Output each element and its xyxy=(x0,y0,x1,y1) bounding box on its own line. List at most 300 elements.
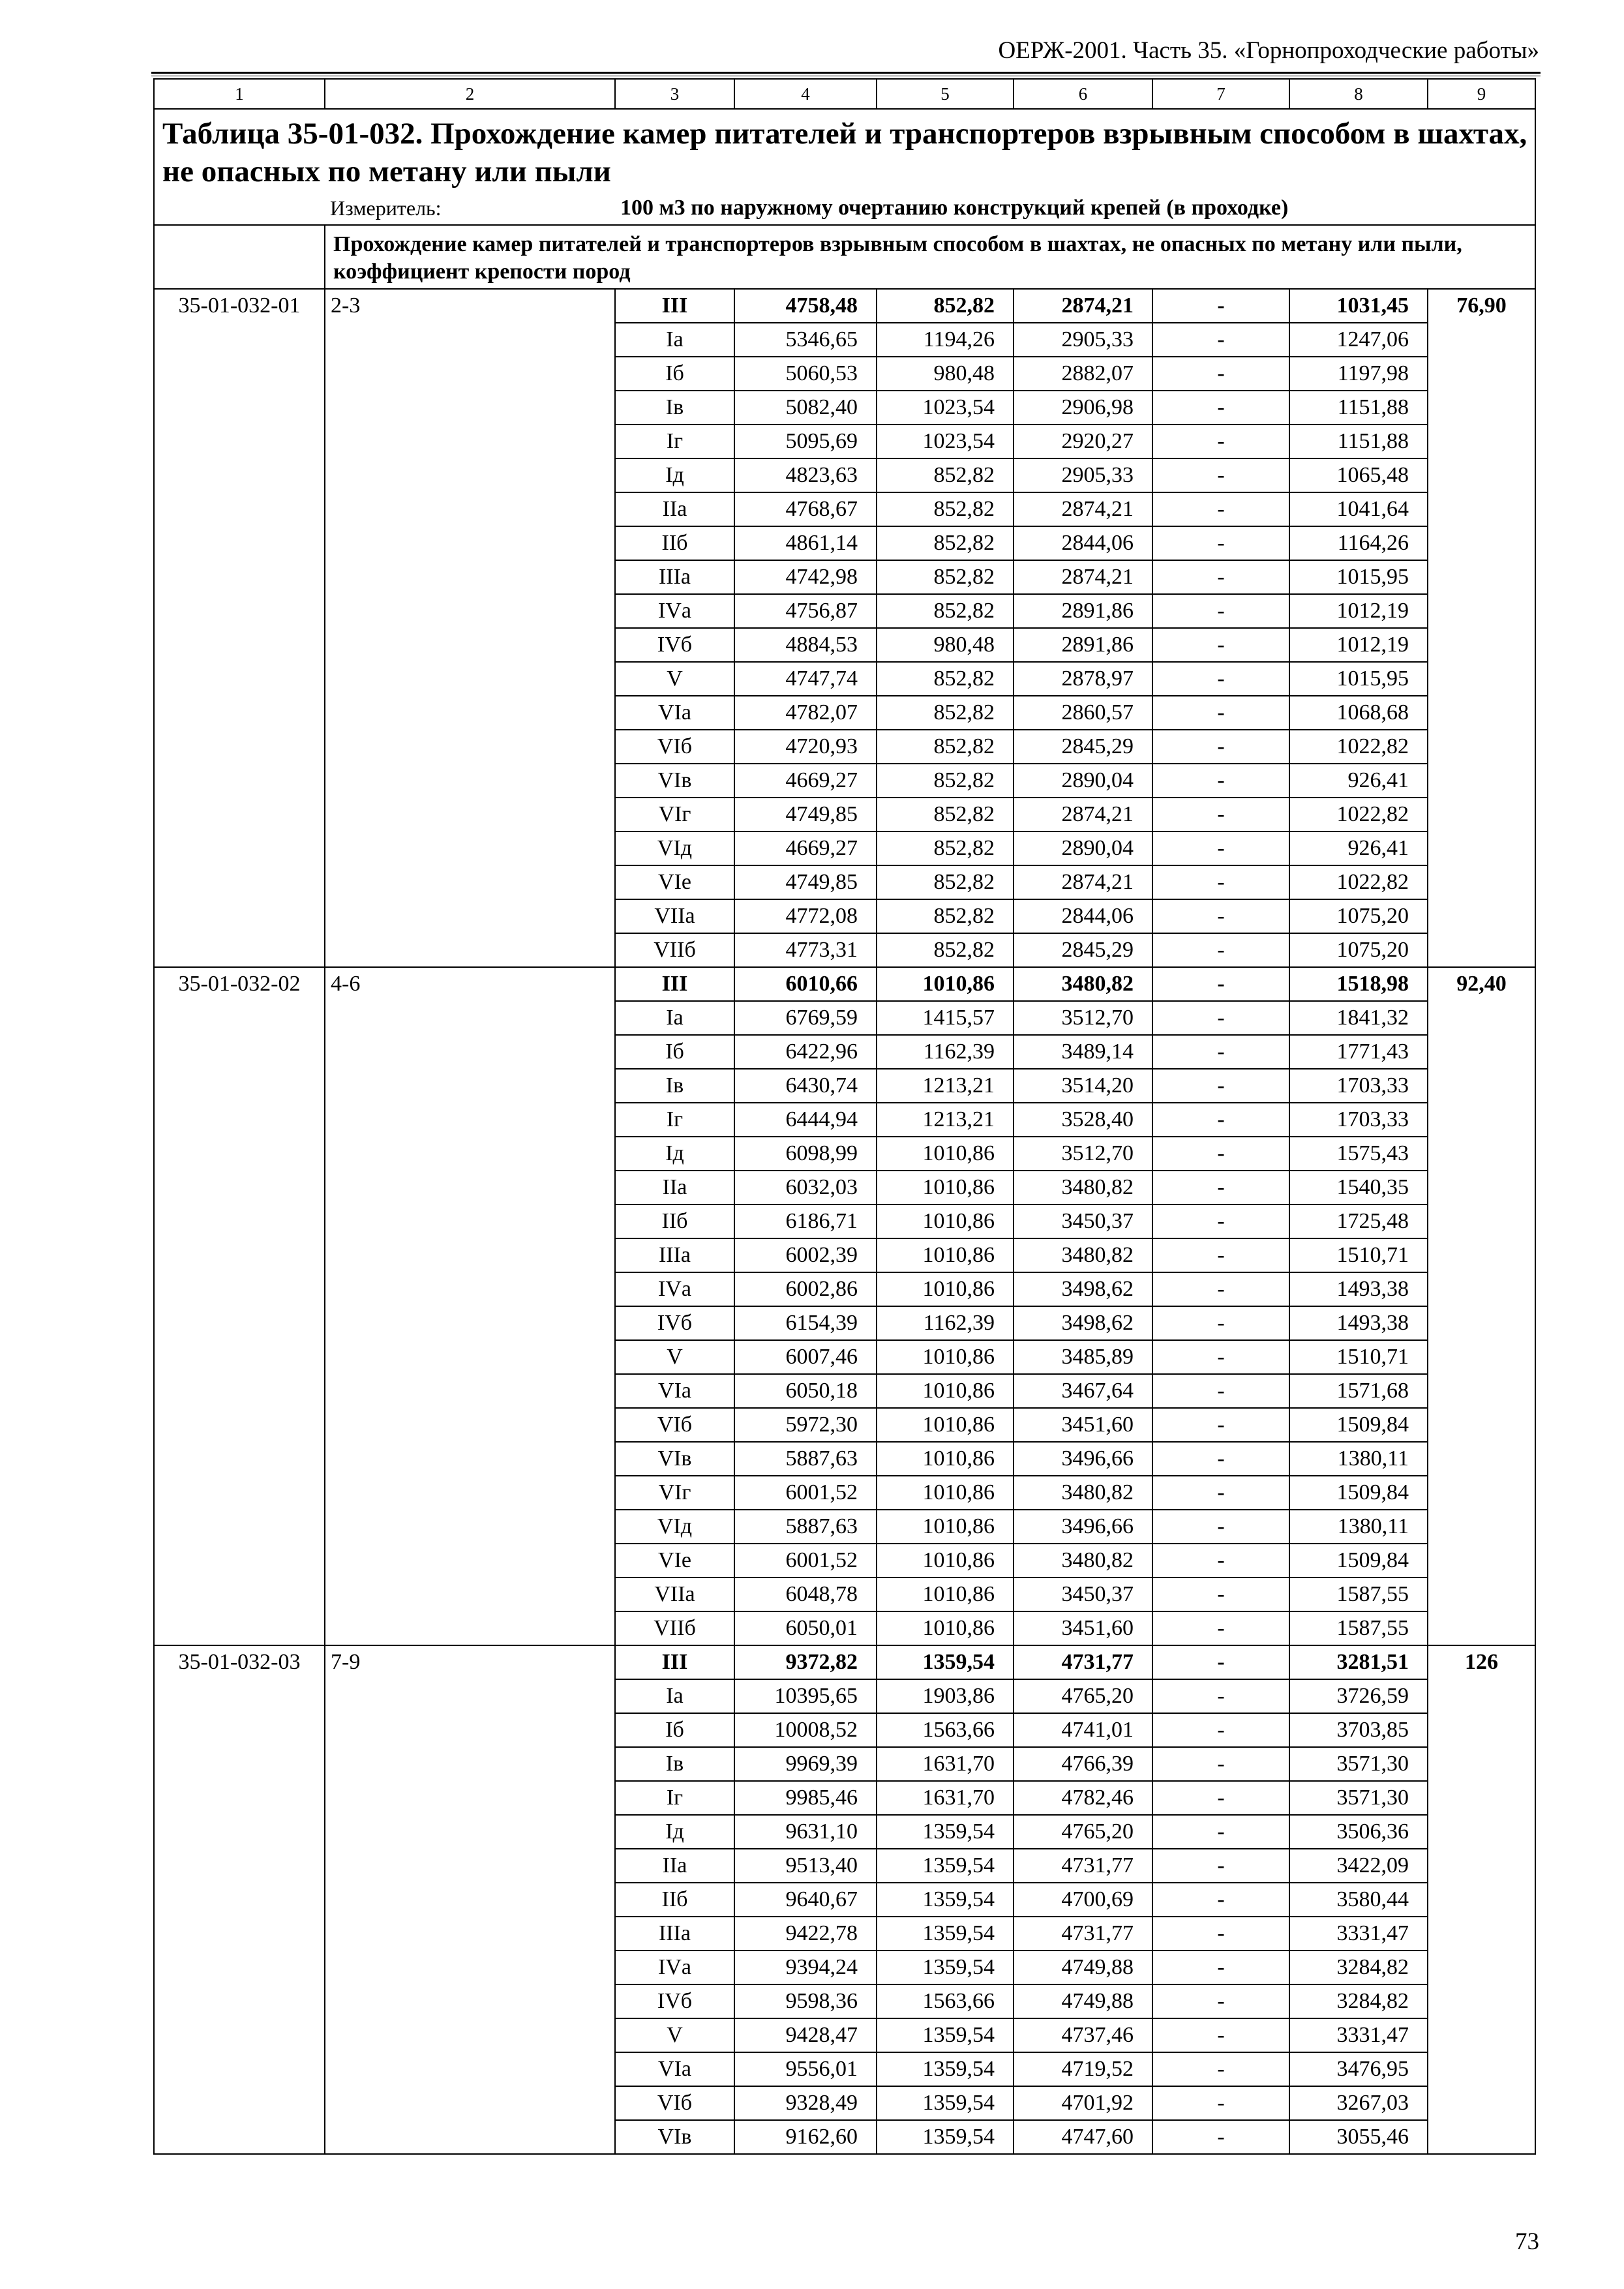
value-col-8: 1509,84 xyxy=(1289,1476,1428,1510)
title-row xyxy=(154,109,1535,192)
value-col-7: - xyxy=(1152,696,1289,730)
value-col-8: 1380,11 xyxy=(1289,1510,1428,1544)
value-col-4: 9985,46 xyxy=(734,1781,877,1815)
value-col-7: - xyxy=(1152,1374,1289,1408)
value-col-7: - xyxy=(1152,628,1289,662)
value-col-7: - xyxy=(1152,1883,1289,1917)
value-col-7: - xyxy=(1152,458,1289,492)
value-col-6: 2890,04 xyxy=(1014,831,1152,865)
value-col-7: - xyxy=(1152,2052,1289,2086)
value-col-5: 1162,39 xyxy=(877,1035,1014,1069)
value-col-6: 2878,97 xyxy=(1014,662,1152,696)
value-col-7: - xyxy=(1152,1476,1289,1510)
value-col-5: 1359,54 xyxy=(877,1917,1014,1951)
value-col-7: - xyxy=(1152,1238,1289,1272)
value-col-4: 4823,63 xyxy=(734,458,877,492)
value-col-6: 4701,92 xyxy=(1014,2086,1152,2120)
value-col-7: - xyxy=(1152,1035,1289,1069)
value-col-4: 6430,74 xyxy=(734,1069,877,1103)
region-category: IIа xyxy=(615,1171,734,1204)
value-col-4: 4749,85 xyxy=(734,798,877,831)
value-col-4: 6050,01 xyxy=(734,1611,877,1645)
region-category: VIа xyxy=(615,1374,734,1408)
value-col-6: 2920,27 xyxy=(1014,425,1152,458)
column-number: 1 xyxy=(154,79,325,109)
region-category: VIе xyxy=(615,865,734,899)
value-col-8: 1012,19 xyxy=(1289,594,1428,628)
blank-cell xyxy=(154,225,325,289)
value-col-4: 5887,63 xyxy=(734,1510,877,1544)
value-col-5: 1010,86 xyxy=(877,1408,1014,1442)
value-col-7: - xyxy=(1152,1272,1289,1306)
value-col-6: 3498,62 xyxy=(1014,1272,1152,1306)
value-col-5: 1359,54 xyxy=(877,2086,1014,2120)
region-category: IIIа xyxy=(615,1917,734,1951)
value-col-6: 3489,14 xyxy=(1014,1035,1152,1069)
value-col-5: 1903,86 xyxy=(877,1679,1014,1713)
value-col-4: 4669,27 xyxy=(734,831,877,865)
value-col-5: 1023,54 xyxy=(877,425,1014,458)
value-col-6: 3450,37 xyxy=(1014,1204,1152,1238)
table-row xyxy=(154,289,1535,323)
value-col-8: 926,41 xyxy=(1289,764,1428,798)
value-col-8: 1075,20 xyxy=(1289,933,1428,967)
value-col-7: - xyxy=(1152,1781,1289,1815)
value-col-5: 1010,86 xyxy=(877,1442,1014,1476)
norm-code: 35-01-032-01 xyxy=(154,289,325,967)
region-category: IIб xyxy=(615,526,734,560)
table-row xyxy=(154,967,1535,1001)
value-col-4: 6769,59 xyxy=(734,1001,877,1035)
rock-strength-range: 7-9 xyxy=(325,1645,615,2154)
value-col-6: 4747,60 xyxy=(1014,2120,1152,2154)
region-category: Iв xyxy=(615,391,734,425)
value-col-5: 852,82 xyxy=(877,696,1014,730)
value-col-7: - xyxy=(1152,1917,1289,1951)
value-col-5: 852,82 xyxy=(877,560,1014,594)
page-number: 73 xyxy=(1515,2228,1539,2255)
value-col-4: 6422,96 xyxy=(734,1035,877,1069)
value-col-5: 852,82 xyxy=(877,764,1014,798)
value-col-5: 1631,70 xyxy=(877,1781,1014,1815)
region-category: IVб xyxy=(615,1306,734,1340)
value-col-4: 10395,65 xyxy=(734,1679,877,1713)
value-col-4: 6010,66 xyxy=(734,967,877,1001)
table-body xyxy=(154,79,1535,2154)
value-col-6: 3498,62 xyxy=(1014,1306,1152,1340)
value-col-8: 1575,43 xyxy=(1289,1137,1428,1171)
value-col-4: 9394,24 xyxy=(734,1951,877,1984)
value-col-5: 852,82 xyxy=(877,526,1014,560)
value-col-7: - xyxy=(1152,1611,1289,1645)
column-number-row xyxy=(154,79,1535,109)
region-category: III xyxy=(615,967,734,1001)
value-col-8: 1493,38 xyxy=(1289,1272,1428,1306)
value-col-6: 2891,86 xyxy=(1014,594,1152,628)
value-col-5: 852,82 xyxy=(877,899,1014,933)
region-category: VIб xyxy=(615,730,734,764)
value-col-4: 4720,93 xyxy=(734,730,877,764)
value-col-6: 3450,37 xyxy=(1014,1578,1152,1611)
region-category: VIд xyxy=(615,831,734,865)
value-col-8: 1197,98 xyxy=(1289,357,1428,391)
value-col-7: - xyxy=(1152,391,1289,425)
region-category: Iг xyxy=(615,1781,734,1815)
value-col-4: 6050,18 xyxy=(734,1374,877,1408)
value-col-8: 1380,11 xyxy=(1289,1442,1428,1476)
value-col-4: 6007,46 xyxy=(734,1340,877,1374)
region-category: IVа xyxy=(615,1951,734,1984)
value-col-6: 2845,29 xyxy=(1014,933,1152,967)
value-col-5: 1359,54 xyxy=(877,2052,1014,2086)
value-col-8: 3422,09 xyxy=(1289,1849,1428,1883)
value-col-8: 3267,03 xyxy=(1289,2086,1428,2120)
value-col-8: 1509,84 xyxy=(1289,1408,1428,1442)
value-col-4: 9428,47 xyxy=(734,2018,877,2052)
region-category: Iа xyxy=(615,1001,734,1035)
value-col-6: 2905,33 xyxy=(1014,458,1152,492)
region-category: V xyxy=(615,1340,734,1374)
value-col-5: 1213,21 xyxy=(877,1103,1014,1137)
region-category: VIIб xyxy=(615,933,734,967)
value-col-6: 4749,88 xyxy=(1014,1984,1152,2018)
value-col-6: 2891,86 xyxy=(1014,628,1152,662)
value-col-8: 3284,82 xyxy=(1289,1984,1428,2018)
value-col-5: 852,82 xyxy=(877,865,1014,899)
value-col-5: 1010,86 xyxy=(877,1544,1014,1578)
value-col-7: - xyxy=(1152,1001,1289,1035)
region-category: IVа xyxy=(615,594,734,628)
value-col-6: 4765,20 xyxy=(1014,1815,1152,1849)
value-col-4: 4773,31 xyxy=(734,933,877,967)
value-col-4: 6048,78 xyxy=(734,1578,877,1611)
value-col-8: 1022,82 xyxy=(1289,865,1428,899)
value-col-4: 9556,01 xyxy=(734,2052,877,2086)
value-col-8: 1493,38 xyxy=(1289,1306,1428,1340)
value-col-9: 92,40 xyxy=(1428,967,1535,1645)
value-col-7: - xyxy=(1152,594,1289,628)
value-col-9: 76,90 xyxy=(1428,289,1535,967)
value-col-8: 1015,95 xyxy=(1289,560,1428,594)
value-col-5: 1010,86 xyxy=(877,1171,1014,1204)
value-col-6: 2874,21 xyxy=(1014,798,1152,831)
value-col-5: 852,82 xyxy=(877,831,1014,865)
value-col-5: 852,82 xyxy=(877,730,1014,764)
value-col-6: 4741,01 xyxy=(1014,1713,1152,1747)
region-category: IIб xyxy=(615,1883,734,1917)
value-col-7: - xyxy=(1152,560,1289,594)
value-col-4: 4884,53 xyxy=(734,628,877,662)
value-col-6: 3451,60 xyxy=(1014,1611,1152,1645)
value-col-8: 1075,20 xyxy=(1289,899,1428,933)
value-col-5: 852,82 xyxy=(877,458,1014,492)
value-col-8: 1587,55 xyxy=(1289,1578,1428,1611)
value-col-7: - xyxy=(1152,1679,1289,1713)
value-col-6: 2882,07 xyxy=(1014,357,1152,391)
region-category: III xyxy=(615,1645,734,1679)
value-col-7: - xyxy=(1152,425,1289,458)
value-col-7: - xyxy=(1152,1815,1289,1849)
value-col-4: 4782,07 xyxy=(734,696,877,730)
value-col-7: - xyxy=(1152,289,1289,323)
value-col-4: 6001,52 xyxy=(734,1544,877,1578)
column-number: 5 xyxy=(877,79,1014,109)
region-category: IVб xyxy=(615,1984,734,2018)
value-col-8: 926,41 xyxy=(1289,831,1428,865)
value-col-4: 9162,60 xyxy=(734,2120,877,2154)
region-category: IIа xyxy=(615,1849,734,1883)
region-category: VIд xyxy=(615,1510,734,1544)
value-col-7: - xyxy=(1152,1578,1289,1611)
rock-strength-range: 4-6 xyxy=(325,967,615,1645)
value-col-8: 3580,44 xyxy=(1289,1883,1428,1917)
value-col-8: 1540,35 xyxy=(1289,1171,1428,1204)
value-col-7: - xyxy=(1152,1171,1289,1204)
value-col-5: 852,82 xyxy=(877,933,1014,967)
value-col-5: 1563,66 xyxy=(877,1984,1014,2018)
norm-code: 35-01-032-02 xyxy=(154,967,325,1645)
value-col-5: 852,82 xyxy=(877,798,1014,831)
value-col-7: - xyxy=(1152,1951,1289,1984)
value-col-8: 1725,48 xyxy=(1289,1204,1428,1238)
value-col-8: 1022,82 xyxy=(1289,798,1428,831)
region-category: Iг xyxy=(615,1103,734,1137)
region-category: Iа xyxy=(615,1679,734,1713)
region-category: VIа xyxy=(615,2052,734,2086)
value-col-4: 6002,39 xyxy=(734,1238,877,1272)
region-category: VIб xyxy=(615,1408,734,1442)
value-col-4: 4742,98 xyxy=(734,560,877,594)
value-col-7: - xyxy=(1152,2018,1289,2052)
value-col-6: 4749,88 xyxy=(1014,1951,1152,1984)
value-col-6: 2874,21 xyxy=(1014,560,1152,594)
value-col-8: 1031,45 xyxy=(1289,289,1428,323)
value-col-4: 9422,78 xyxy=(734,1917,877,1951)
value-col-5: 1359,54 xyxy=(877,2018,1014,2052)
value-col-7: - xyxy=(1152,1510,1289,1544)
region-category: Iг xyxy=(615,425,734,458)
value-col-8: 1151,88 xyxy=(1289,425,1428,458)
region-category: IIIа xyxy=(615,560,734,594)
value-col-5: 1359,54 xyxy=(877,1815,1014,1849)
measure-row xyxy=(154,192,1535,225)
region-category: Iд xyxy=(615,1815,734,1849)
value-col-7: - xyxy=(1152,357,1289,391)
blank-cell xyxy=(154,192,325,225)
value-col-8: 1068,68 xyxy=(1289,696,1428,730)
value-col-5: 852,82 xyxy=(877,492,1014,526)
value-col-5: 1213,21 xyxy=(877,1069,1014,1103)
column-number: 8 xyxy=(1289,79,1428,109)
value-col-8: 1841,32 xyxy=(1289,1001,1428,1035)
value-col-7: - xyxy=(1152,1408,1289,1442)
region-category: Iб xyxy=(615,1035,734,1069)
value-col-5: 1010,86 xyxy=(877,967,1014,1001)
value-col-8: 3571,30 xyxy=(1289,1781,1428,1815)
subtitle-row xyxy=(154,225,1535,289)
value-col-8: 1164,26 xyxy=(1289,526,1428,560)
value-col-8: 3281,51 xyxy=(1289,1645,1428,1679)
value-col-8: 3703,85 xyxy=(1289,1713,1428,1747)
value-col-6: 2874,21 xyxy=(1014,492,1152,526)
value-col-8: 1065,48 xyxy=(1289,458,1428,492)
region-category: Iв xyxy=(615,1069,734,1103)
value-col-4: 5082,40 xyxy=(734,391,877,425)
value-col-8: 1012,19 xyxy=(1289,628,1428,662)
value-col-4: 9631,10 xyxy=(734,1815,877,1849)
value-col-5: 1359,54 xyxy=(877,2120,1014,2154)
value-col-5: 1010,86 xyxy=(877,1238,1014,1272)
value-col-4: 9969,39 xyxy=(734,1747,877,1781)
value-col-5: 1010,86 xyxy=(877,1611,1014,1645)
value-col-6: 2906,98 xyxy=(1014,391,1152,425)
value-col-7: - xyxy=(1152,1069,1289,1103)
value-col-4: 6032,03 xyxy=(734,1171,877,1204)
value-col-7: - xyxy=(1152,933,1289,967)
value-col-5: 1010,86 xyxy=(877,1204,1014,1238)
region-category: VIв xyxy=(615,1442,734,1476)
value-col-5: 1010,86 xyxy=(877,1340,1014,1374)
region-category: Iд xyxy=(615,458,734,492)
value-col-8: 3331,47 xyxy=(1289,1917,1428,1951)
value-col-6: 3485,89 xyxy=(1014,1340,1152,1374)
value-col-4: 9598,36 xyxy=(734,1984,877,2018)
value-col-8: 1571,68 xyxy=(1289,1374,1428,1408)
value-col-6: 3480,82 xyxy=(1014,967,1152,1001)
region-category: Iд xyxy=(615,1137,734,1171)
value-col-7: - xyxy=(1152,526,1289,560)
value-col-7: - xyxy=(1152,1137,1289,1171)
table-title: Таблица 35-01-032. Прохождение камер питателей и транспортеров взрывным способом в шахтах, не опасных по метану или пыли xyxy=(154,109,1535,192)
value-col-4: 4861,14 xyxy=(734,526,877,560)
value-col-8: 1510,71 xyxy=(1289,1340,1428,1374)
value-col-6: 3496,66 xyxy=(1014,1510,1152,1544)
value-col-6: 4731,77 xyxy=(1014,1849,1152,1883)
value-col-4: 6444,94 xyxy=(734,1103,877,1137)
value-col-8: 1015,95 xyxy=(1289,662,1428,696)
region-category: IIб xyxy=(615,1204,734,1238)
value-col-5: 1162,39 xyxy=(877,1306,1014,1340)
region-category: VIIб xyxy=(615,1611,734,1645)
value-col-6: 4700,69 xyxy=(1014,1883,1152,1917)
value-col-7: - xyxy=(1152,730,1289,764)
value-col-6: 3496,66 xyxy=(1014,1442,1152,1476)
region-category: VIг xyxy=(615,798,734,831)
value-col-4: 5060,53 xyxy=(734,357,877,391)
value-col-7: - xyxy=(1152,1544,1289,1578)
norm-code: 35-01-032-03 xyxy=(154,1645,325,2154)
value-col-8: 3055,46 xyxy=(1289,2120,1428,2154)
value-col-7: - xyxy=(1152,1340,1289,1374)
value-col-7: - xyxy=(1152,798,1289,831)
value-col-6: 2874,21 xyxy=(1014,289,1152,323)
value-col-6: 4731,77 xyxy=(1014,1645,1152,1679)
table-subtitle: Прохождение камер питателей и транспортеров взрывным способом в шахтах, не опасных по метану или пыли, коэффициент крепости пород xyxy=(325,225,1535,289)
value-col-7: - xyxy=(1152,662,1289,696)
value-col-5: 1010,86 xyxy=(877,1137,1014,1171)
region-category: VIIа xyxy=(615,1578,734,1611)
region-category: IVб xyxy=(615,628,734,662)
region-category: VIв xyxy=(615,764,734,798)
value-col-7: - xyxy=(1152,1849,1289,1883)
region-category: IIIа xyxy=(615,1238,734,1272)
norms-table xyxy=(153,78,1536,2155)
value-col-5: 1359,54 xyxy=(877,1951,1014,1984)
region-category: Iб xyxy=(615,357,734,391)
value-col-4: 9328,49 xyxy=(734,2086,877,2120)
column-number: 2 xyxy=(325,79,615,109)
value-col-5: 852,82 xyxy=(877,594,1014,628)
value-col-6: 4765,20 xyxy=(1014,1679,1152,1713)
value-col-7: - xyxy=(1152,831,1289,865)
value-col-5: 852,82 xyxy=(877,662,1014,696)
value-col-7: - xyxy=(1152,492,1289,526)
value-col-5: 1359,54 xyxy=(877,1849,1014,1883)
region-category: VIв xyxy=(615,2120,734,2154)
value-col-6: 2890,04 xyxy=(1014,764,1152,798)
value-col-6: 4719,52 xyxy=(1014,2052,1152,2086)
value-col-5: 852,82 xyxy=(877,289,1014,323)
value-col-5: 980,48 xyxy=(877,357,1014,391)
value-col-8: 1703,33 xyxy=(1289,1069,1428,1103)
value-col-5: 980,48 xyxy=(877,628,1014,662)
value-col-4: 4749,85 xyxy=(734,865,877,899)
value-col-5: 1631,70 xyxy=(877,1747,1014,1781)
value-col-9: 126 xyxy=(1428,1645,1535,2154)
region-category: VIг xyxy=(615,1476,734,1510)
value-col-6: 4766,39 xyxy=(1014,1747,1152,1781)
value-col-4: 6186,71 xyxy=(734,1204,877,1238)
value-col-4: 4772,08 xyxy=(734,899,877,933)
value-col-4: 4768,67 xyxy=(734,492,877,526)
value-col-7: - xyxy=(1152,1204,1289,1238)
value-col-6: 3480,82 xyxy=(1014,1171,1152,1204)
value-col-5: 1023,54 xyxy=(877,391,1014,425)
measure-value: 100 м3 по наружному очертанию конструкций крепей (в проходке) xyxy=(615,192,1535,225)
value-col-6: 3528,40 xyxy=(1014,1103,1152,1137)
value-col-5: 1010,86 xyxy=(877,1272,1014,1306)
value-col-7: - xyxy=(1152,2120,1289,2154)
value-col-6: 3512,70 xyxy=(1014,1001,1152,1035)
value-col-8: 3726,59 xyxy=(1289,1679,1428,1713)
value-col-4: 4669,27 xyxy=(734,764,877,798)
region-category: Iв xyxy=(615,1747,734,1781)
value-col-4: 6001,52 xyxy=(734,1476,877,1510)
value-col-5: 1359,54 xyxy=(877,1645,1014,1679)
value-col-6: 2874,21 xyxy=(1014,865,1152,899)
column-number: 9 xyxy=(1428,79,1535,109)
value-col-6: 3480,82 xyxy=(1014,1476,1152,1510)
value-col-5: 1194,26 xyxy=(877,323,1014,357)
region-category: VIа xyxy=(615,696,734,730)
value-col-4: 9640,67 xyxy=(734,1883,877,1917)
value-col-8: 1771,43 xyxy=(1289,1035,1428,1069)
region-category: Iб xyxy=(615,1713,734,1747)
value-col-6: 3451,60 xyxy=(1014,1408,1152,1442)
value-col-4: 4747,74 xyxy=(734,662,877,696)
value-col-4: 4756,87 xyxy=(734,594,877,628)
value-col-6: 2844,06 xyxy=(1014,526,1152,560)
value-col-7: - xyxy=(1152,865,1289,899)
value-col-7: - xyxy=(1152,1713,1289,1747)
region-category: V xyxy=(615,2018,734,2052)
value-col-5: 1010,86 xyxy=(877,1476,1014,1510)
value-col-6: 4737,46 xyxy=(1014,2018,1152,2052)
region-category: VIIа xyxy=(615,899,734,933)
value-col-6: 3467,64 xyxy=(1014,1374,1152,1408)
value-col-4: 4758,48 xyxy=(734,289,877,323)
value-col-8: 3284,82 xyxy=(1289,1951,1428,1984)
